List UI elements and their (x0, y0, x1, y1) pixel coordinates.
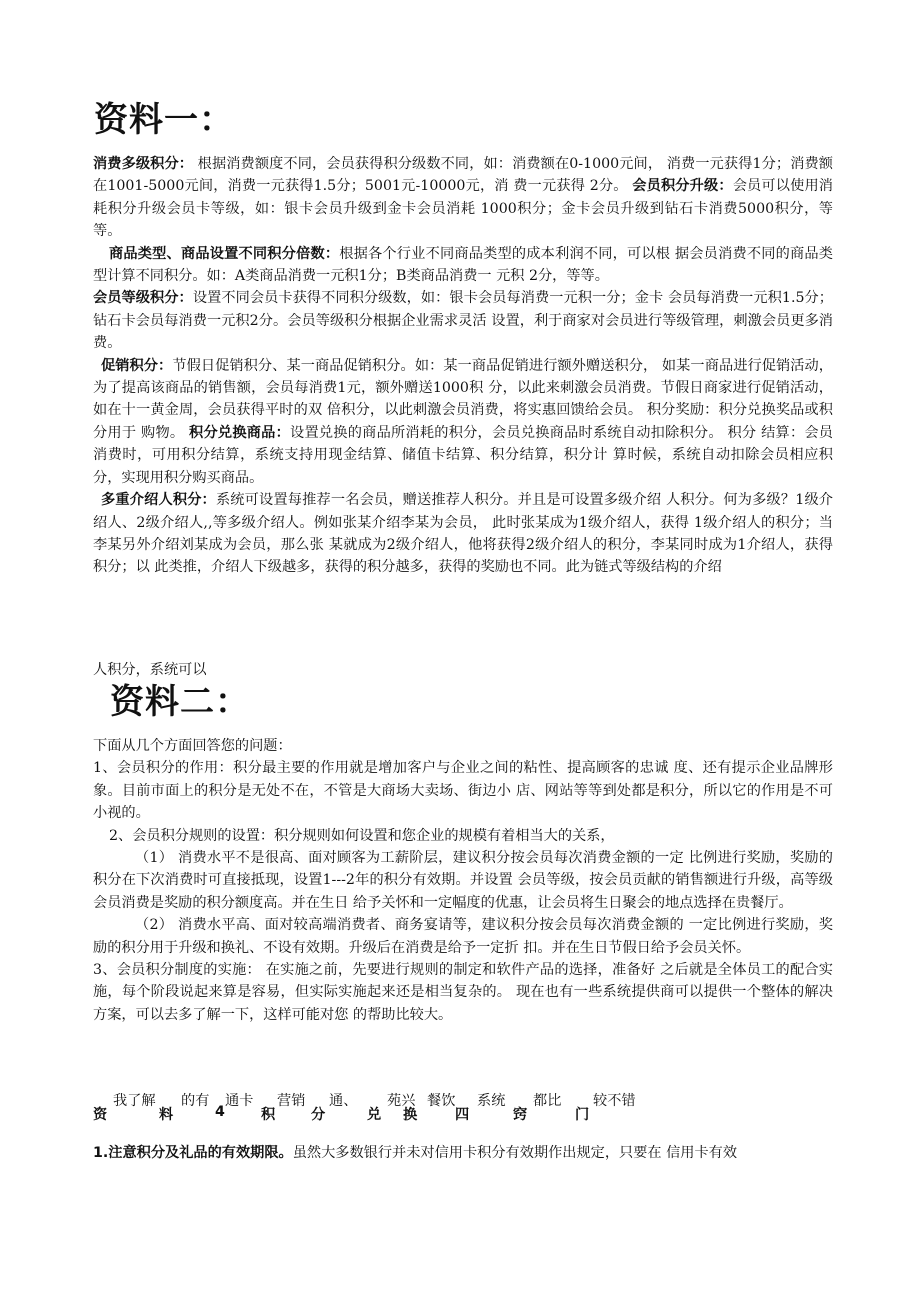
scatter-word: 较不错 (593, 1093, 636, 1109)
scatter-word: 营销 (277, 1093, 306, 1109)
scatter-word: 四 (455, 1107, 470, 1123)
paragraph-product-type-points: 商品类型、商品设置不同积分倍数：根据各个行业不同商品类型的成本利润不同，可以根 据会员消费不同的商品类型计算不同积分。如：A类商品消费一元积1分；B类商品消费一 元积 2分，等等。 (93, 245, 833, 285)
scatter-word: 的有 (181, 1093, 210, 1109)
scatter-word: 我了解 (113, 1093, 156, 1109)
scatter-word: 窍 (513, 1107, 528, 1123)
section-1-tail: 人积分，系统可以 (93, 662, 207, 678)
section-heading-1: 资料一： (94, 100, 234, 140)
item-1: 1、会员积分的作用：积分最主要的作用就是增加客户与企业之间的粘性、提高顾客的忠诚 度、还有提示企业品牌形象。目前市面上的积分是无处不在，不管是大商场大卖场、街边小 店、网站等等到处都是积分，所以它的作用是不可小视的。 (93, 760, 833, 822)
scatter-word: 通、 (329, 1093, 358, 1109)
section-heading-2: 资料二： (110, 682, 250, 722)
paragraph-promotion-points: 促销积分：节假日促销积分、某一商品促销积分。如：某一商品促销进行额外赠送积分， 如某一商品进行促销活动，为了提高该商品的销售额，会员每消费1元，额外赠送1000积 分，以此来刺激会员消费。节假日商家进行促销活动，如在十一黄金周，会员获得平时的双 倍积分，以此刺激会员消费，将实惠回馈给会员。 积分奖励：积分兑换奖品或积分用于 购物。 积分兑换商品：设置兑换的商品所消耗的积分，会员兑换商品时系统自动扣除积分。 积分 结算：会员消费时，可用积分结算，系统支持用现金结算、储值卡结算、积分结算，积分计 算时候，系统自动扣除会员相应积分，实现用积分购买商品。 (93, 357, 833, 486)
item-2b: （2） 消费水平高、面对较高端消费者、商务宴请等，建议积分按会员每次消费金额的 一定比例进行奖励，奖励的积分用于升级和换礼、不设有效期。升级后在消费是给予一定折 扣。并在生日节假日给予会员关怀。 (93, 917, 833, 956)
paragraph-referral-points: 多重介绍人积分：系统可设置每推荐一名会员，赠送推荐人积分。并且是可设置多级介绍 人积分。何为多级？1级介绍人、2级介绍人,,等多级介绍人。例如张某介绍李某为会员， 此时张某成为1级介绍人，获得 1级介绍人的积分；当李某另外介绍刘某成为会员，那么张 某就成为2级介绍人，他将获得2级介绍人的积分，李某同时成为1介绍人，获得积分；以 此类推，介绍人下级越多，获得的积分越多，获得的奖励也不同。此为链式等级结构的介绍 (93, 492, 833, 576)
scatter-word: 苑兴 (387, 1093, 416, 1109)
section-2-body (93, 735, 833, 1026)
scatter-word: 4 (215, 1104, 225, 1120)
scatter-word: 资 (93, 1107, 108, 1123)
section-3-body (93, 1142, 833, 1164)
item-2a: （1） 消费水平不是很高、面对顾客为工薪阶层，建议积分按会员每次消费金额的一定 比例进行奖励，奖励的积分在下次消费时可直接抵现，设置1---2年的积分有效期。并设置 会员等级，按会员贡献的销售额进行升级，高等级会员消费是奖励的积分额度高。并在生日 给予关怀和一定幅度的优惠，让会员将生日聚会的地点选择在贵餐厅。 (93, 850, 833, 911)
scatter-word: 系统 (477, 1093, 506, 1109)
paragraph-multilevel-points: 消费多级积分： 根据消费额度不同，会员获得积分级数不同，如：消费额在0-1000元间， 消费一元获得1分；消费额在1001-5000元间，消费一元获得1.5分；5001元-10000元，消 费一元获得 2分。 会员积分升级：会员可以使用消耗积分升级会员卡等级，如：银卡会员升级到金卡会员消耗 1000积分；金卡会员升级到钻石卡消费5000积分，等等。 (93, 156, 833, 240)
scatter-word: 料 (159, 1107, 174, 1123)
scatter-word: 兑 (367, 1107, 382, 1123)
scatter-word: 餐饮 (427, 1093, 456, 1109)
scatter-word: 通卡 (225, 1093, 254, 1109)
scatter-word: 都比 (533, 1093, 562, 1109)
paragraph-validity-period: 1.注意积分及礼品的有效期限。虽然大多数银行并未对信用卡积分有效期作出规定，只要在 信用卡有效 (93, 1145, 738, 1161)
scattered-text-line (93, 1088, 693, 1128)
section-1-body (93, 153, 833, 579)
item-2: 2、会员积分规则的设置：积分规则如何设置和您企业的规模有着相当大的关系， (109, 827, 615, 844)
paragraph-member-level-points: 会员等级积分：设置不同会员卡获得不同积分级数，如：银卡会员每消费一元积一分；金卡 会员每消费一元积1.5分；钻石卡会员每消费一元积2分。会员等级积分根据企业需求灵活 设置，利于商家对会员进行等级管理，刺激会员更多消费。 (93, 290, 833, 352)
intro-text: 下面从几个方面回答您的问题： (93, 738, 292, 754)
scatter-word: 分 (311, 1107, 326, 1123)
scatter-word: 积 (261, 1107, 276, 1123)
item-3: 3、会员积分制度的实施： 在实施之前，先要进行规则的制定和软件产品的选择，准备好 之后就是全体员工的配合实施，每个阶段说起来算是容易，但实际实施起来还是相当复杂的。 现在也有一些系统提供商可以提供一个整体的解决方案，可以去多了解一下，这样可能对您 的帮助比较大。 (93, 962, 833, 1023)
scatter-word: 门 (575, 1107, 590, 1123)
scatter-word: 换 (403, 1107, 418, 1123)
